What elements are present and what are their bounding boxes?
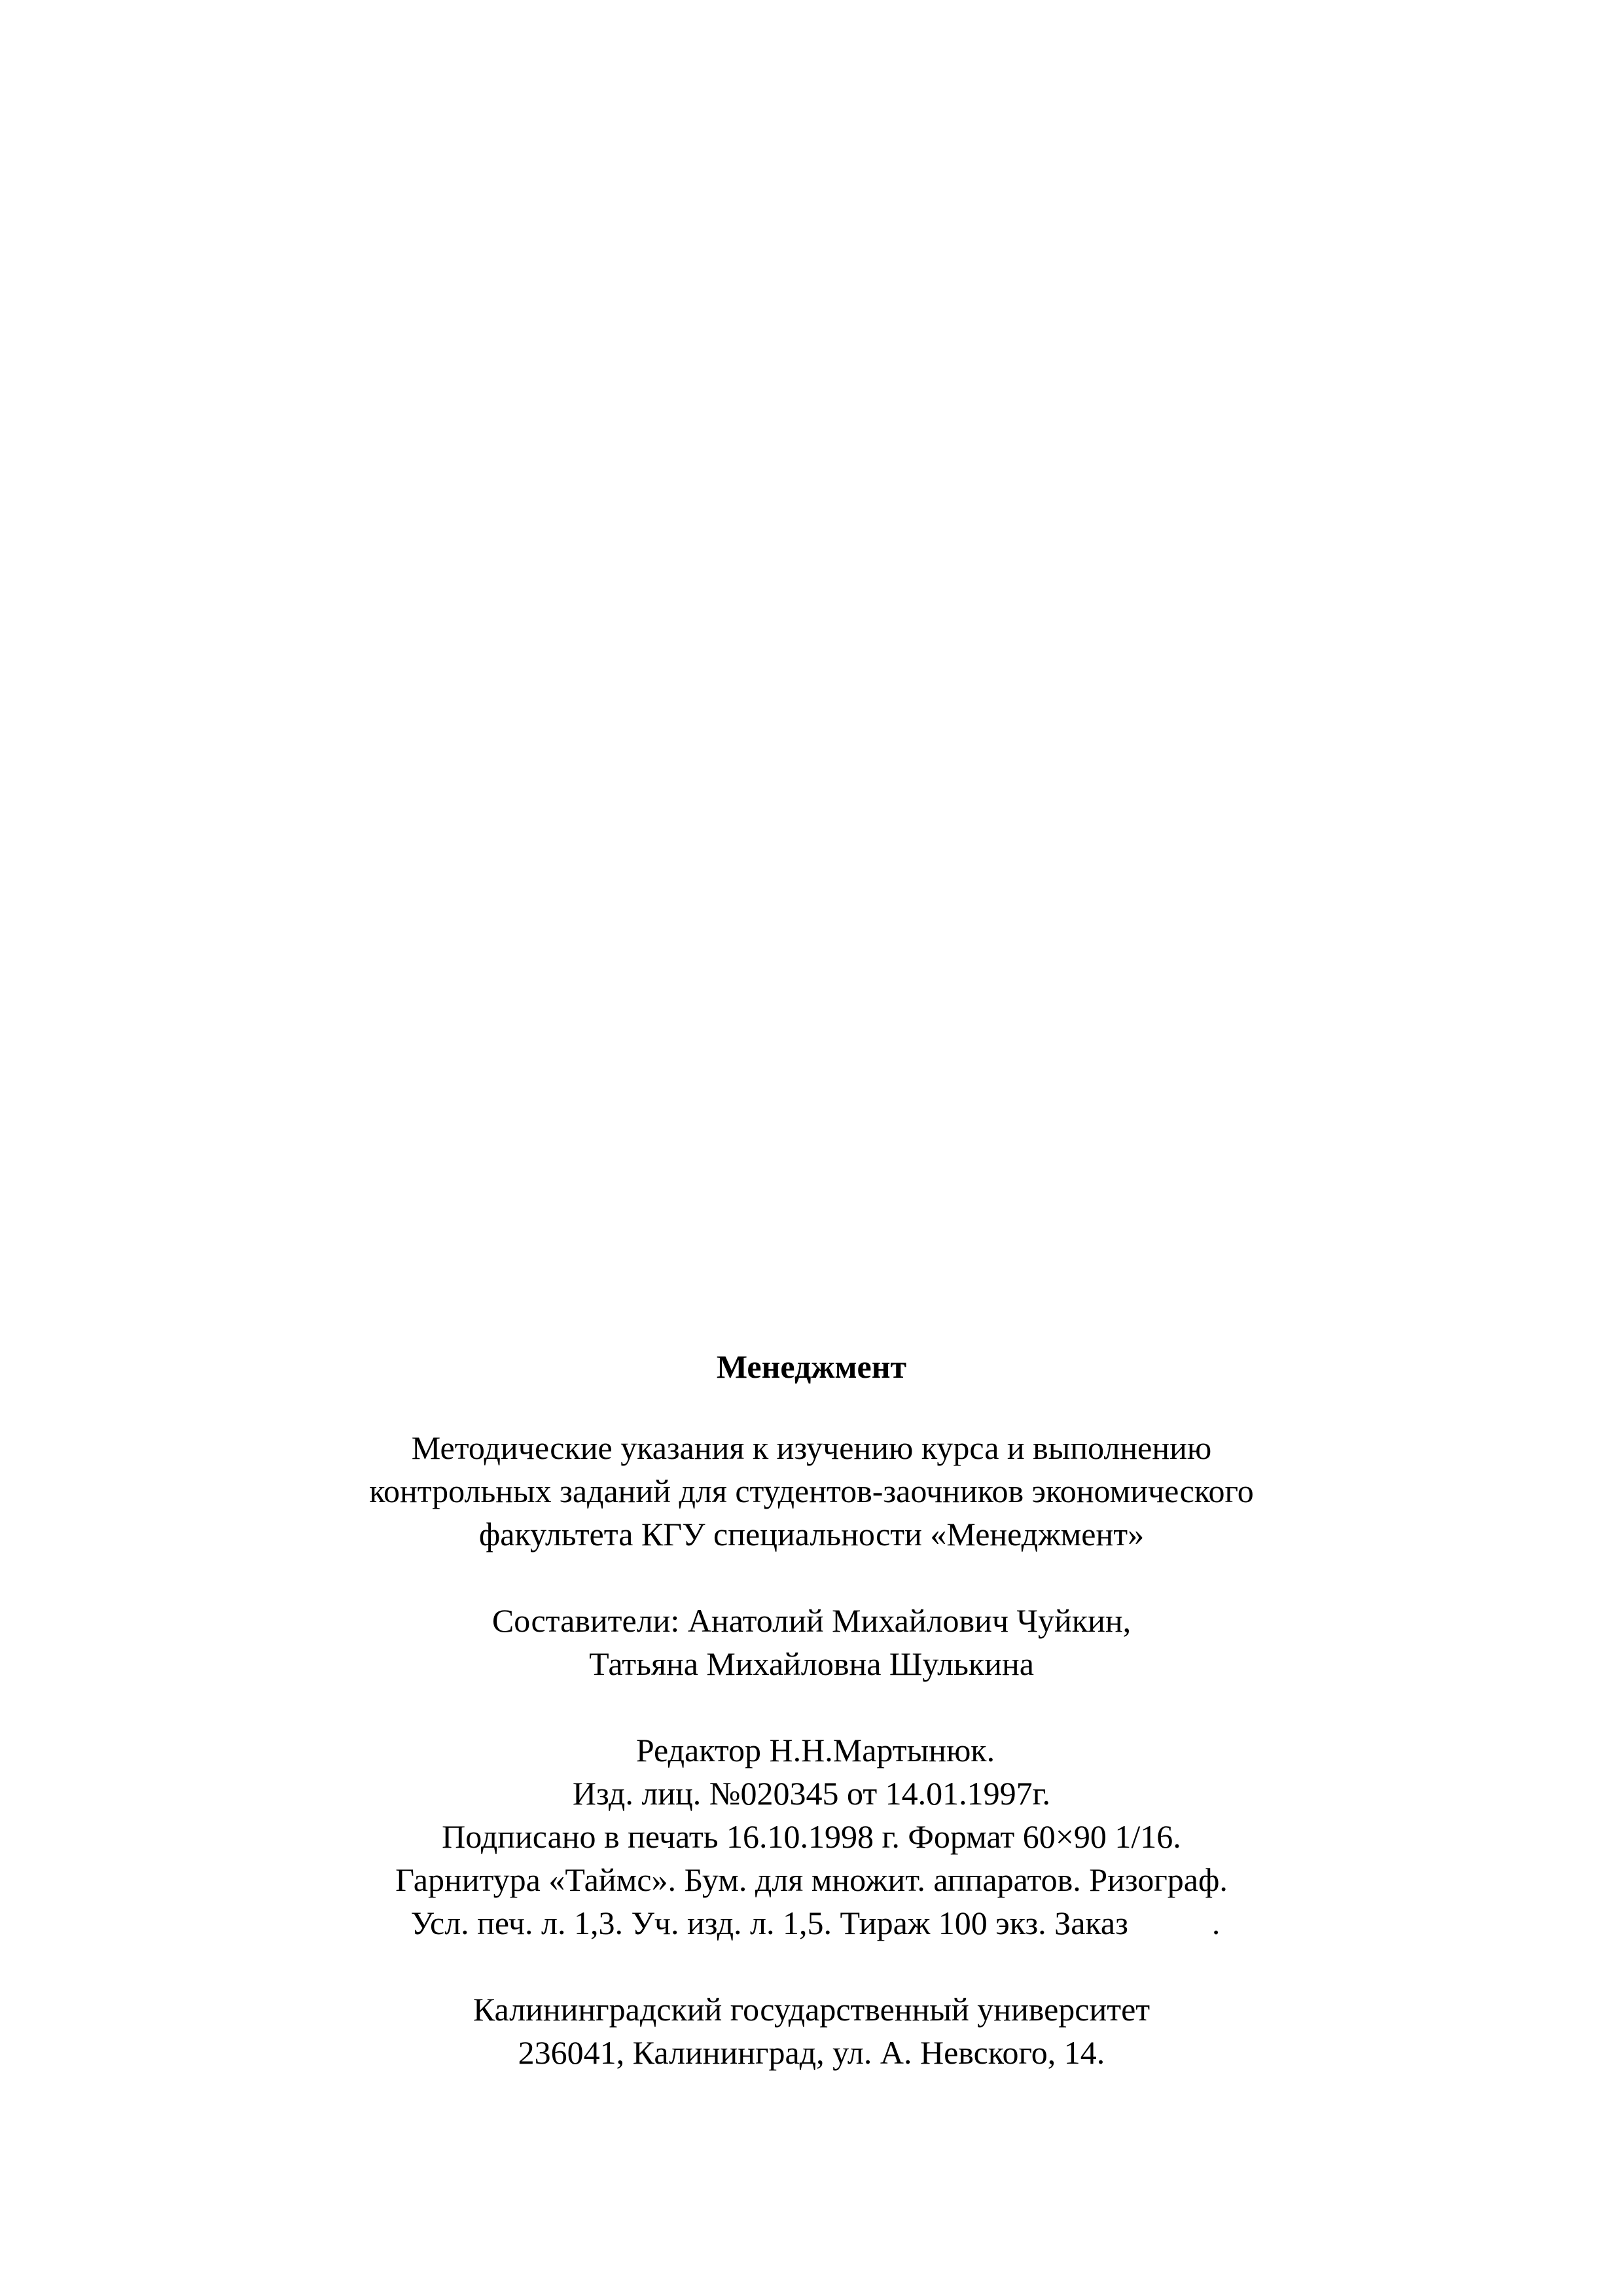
volume-text: Усл. печ. л. 1,3. Уч. изд. л. 1,5. Тираж 100 экз. Заказ [410,1905,1128,1941]
spacer [0,1388,1623,1426]
publisher-name: Калининградский государственный университет [473,1991,1150,2028]
signed-line: Подписано в печать 16.10.1998 г. Формат 60×90 1/16. [442,1818,1181,1855]
spacer [0,1945,1623,1988]
description-line: факультета КГУ специальности «Менеджмент» [478,1516,1145,1552]
editor-line: Редактор Н.Н.Мартынюк. [635,1732,995,1768]
spacer [0,1685,1623,1729]
spacer [0,1556,1623,1599]
description-line: Методические указания к изучению курса и выполнению [411,1429,1212,1466]
volume-line [4,1901,1623,1945]
colophon [0,1345,1623,2074]
compilers-line: Составители: Анатолий Михайлович Чуйкин, [491,1602,1132,1639]
typeface-line: Гарнитура «Таймс». Бум. для множит. аппаратов. Ризограф. [395,1861,1228,1898]
license-line: Изд. лиц. №020345 от 14.01.1997г. [572,1775,1051,1812]
document-title: Менеджмент [716,1348,907,1385]
description-line: контрольных заданий для студентов-заочников экономического [369,1473,1254,1509]
compilers-block [0,1599,1623,1685]
publisher-address: 236041, Калининград, ул. А. Невского, 14. [518,2034,1105,2071]
description-block [0,1426,1623,1556]
compilers-line: Татьяна Михайловна Шулькина [589,1645,1034,1682]
publisher-block [0,1988,1623,2074]
imprint-block [0,1729,1623,1945]
order-suffix: . [1211,1905,1221,1941]
